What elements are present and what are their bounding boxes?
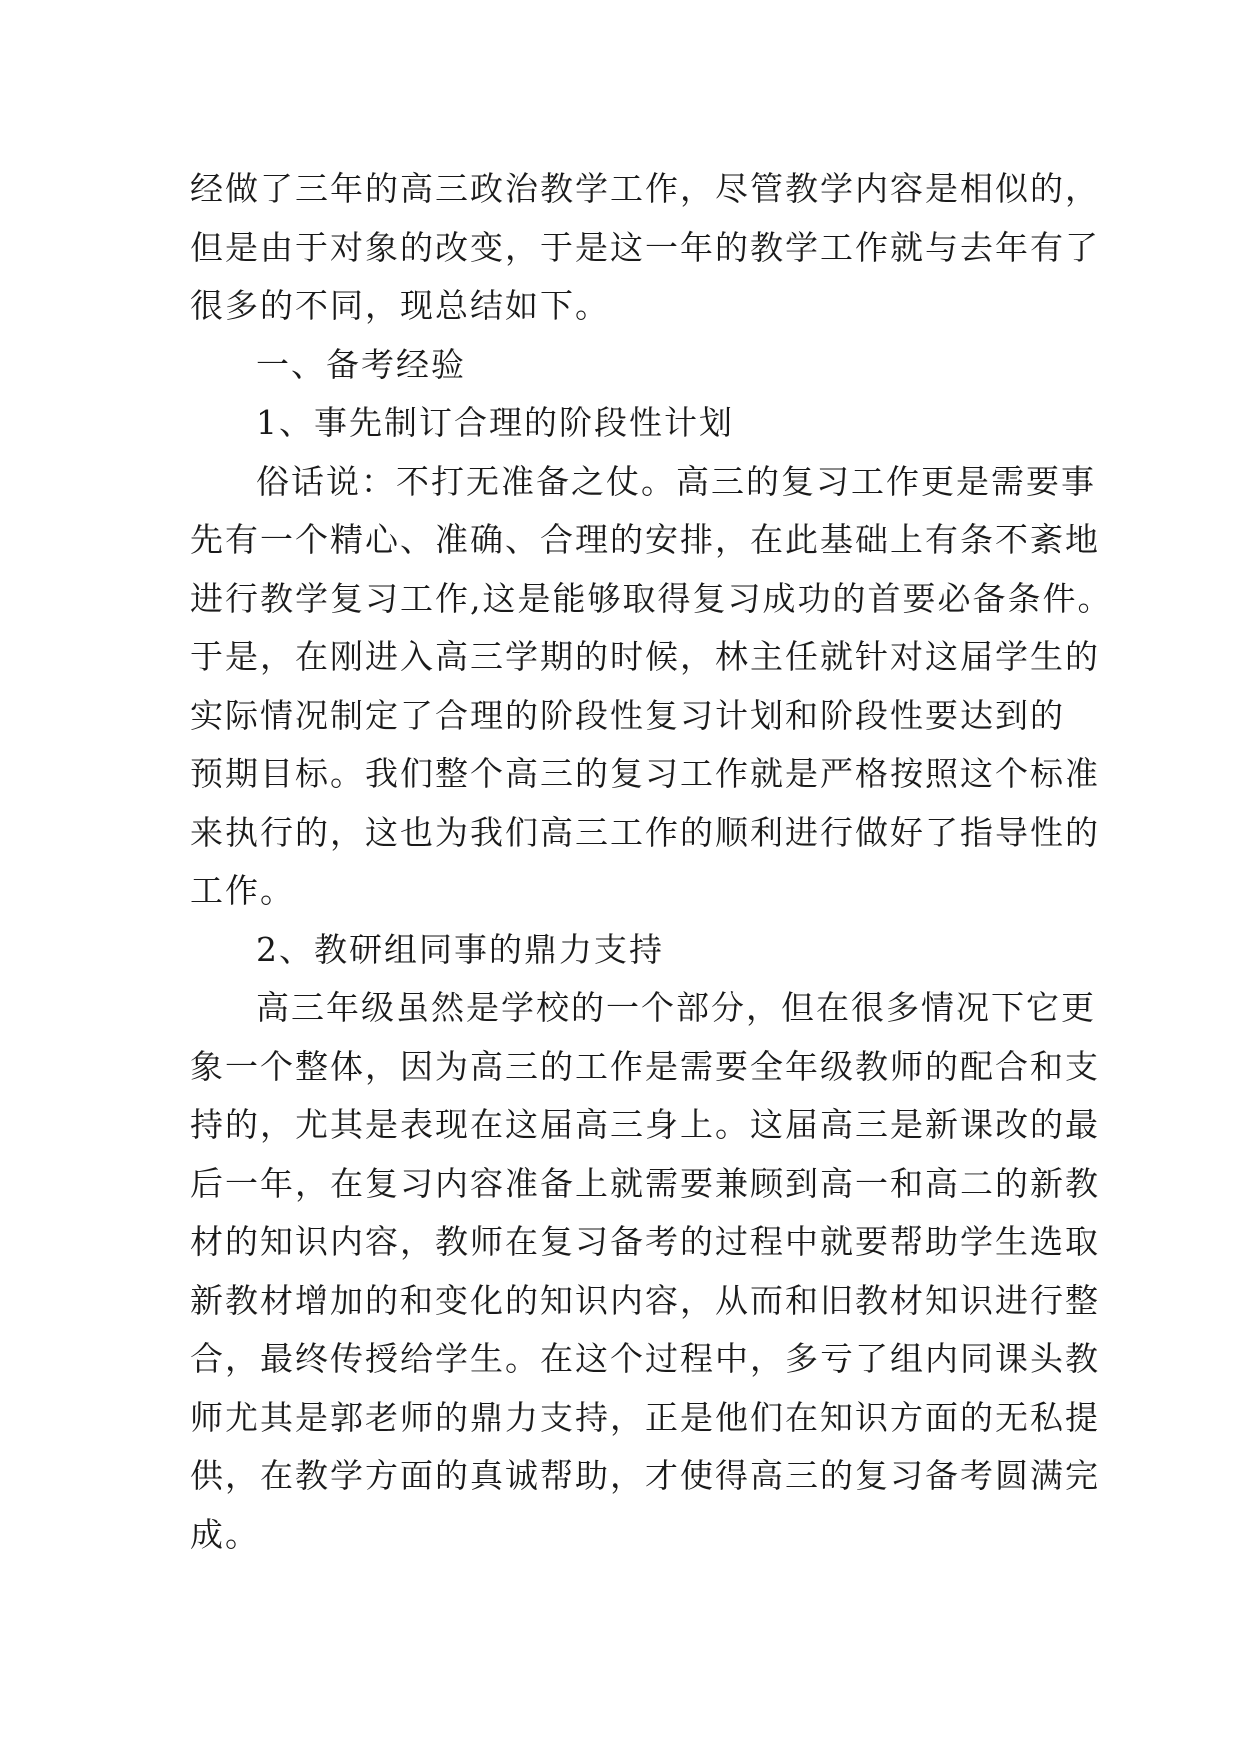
subsection-1-paragraph <box>190 453 1113 921</box>
text-line: 进行教学复习工作,这是能够取得复习成功的首要必备条件。 <box>190 578 1113 618</box>
text-line: 先有一个精心、准确、合理的安排，在此基础上有条不紊地 <box>190 520 1100 559</box>
text-line: 持的，尤其是表现在这届高三身上。这届高三是新课改的最 <box>190 1105 1100 1144</box>
subsection-1-heading <box>190 394 1055 453</box>
subsection-2-heading <box>190 921 1055 980</box>
text-line: 材的知识内容，教师在复习备考的过程中就要帮助学生选取 <box>190 1222 1100 1261</box>
text-line: 实际情况制定了合理的阶段性复习计划和阶段性要达到的 <box>190 695 1065 735</box>
section-heading <box>190 336 1055 395</box>
text-line: 成。 <box>190 1514 260 1554</box>
text-line: 后一年，在复习内容准备上就需要兼顾到高一和高二的新教 <box>190 1163 1100 1203</box>
text-line: 但是由于对象的改变，于是这一年的教学工作就与去年有了 <box>190 227 1100 267</box>
subsection-2-paragraph <box>190 979 1100 1564</box>
section-heading-text: 一、备考经验 <box>256 344 466 384</box>
text-line: 经做了三年的高三政治教学工作，尽管教学内容是相似的， <box>190 169 1100 208</box>
opening-paragraph <box>190 160 1100 336</box>
text-line: 来执行的，这也为我们高三工作的顺利进行做好了指导性的 <box>190 812 1100 852</box>
subsection-1-heading-text: 1、事先制订合理的阶段性计划 <box>256 403 734 442</box>
subsection-2-heading-text: 2、教研组同事的鼎力支持 <box>256 929 664 969</box>
text-line: 很多的不同，现总结如下。 <box>190 286 610 325</box>
text-line: 象一个整体，因为高三的工作是需要全年级教师的配合和支 <box>190 1046 1100 1086</box>
text-line: 俗话说：不打无准备之仗。高三的复习工作更是需要事 <box>256 461 1096 501</box>
text-line: 合，最终传授给学生。在这个过程中，多亏了组内同课头教 <box>190 1339 1100 1378</box>
text-line: 高三年级虽然是学校的一个部分，但在很多情况下它更 <box>256 988 1096 1027</box>
text-line: 师尤其是郭老师的鼎力支持，正是他们在知识方面的无私提 <box>190 1397 1100 1437</box>
text-line: 工作。 <box>190 871 295 910</box>
document-body <box>190 160 1113 1564</box>
text-line: 于是，在刚进入高三学期的时候，林主任就针对这届学生的 <box>190 637 1100 676</box>
text-line: 新教材增加的和变化的知识内容，从而和旧教材知识进行整 <box>190 1280 1100 1320</box>
text-line: 预期目标。我们整个高三的复习工作就是严格按照这个标准 <box>190 754 1100 793</box>
text-line: 供，在教学方面的真诚帮助，才使得高三的复习备考圆满完 <box>190 1456 1100 1495</box>
